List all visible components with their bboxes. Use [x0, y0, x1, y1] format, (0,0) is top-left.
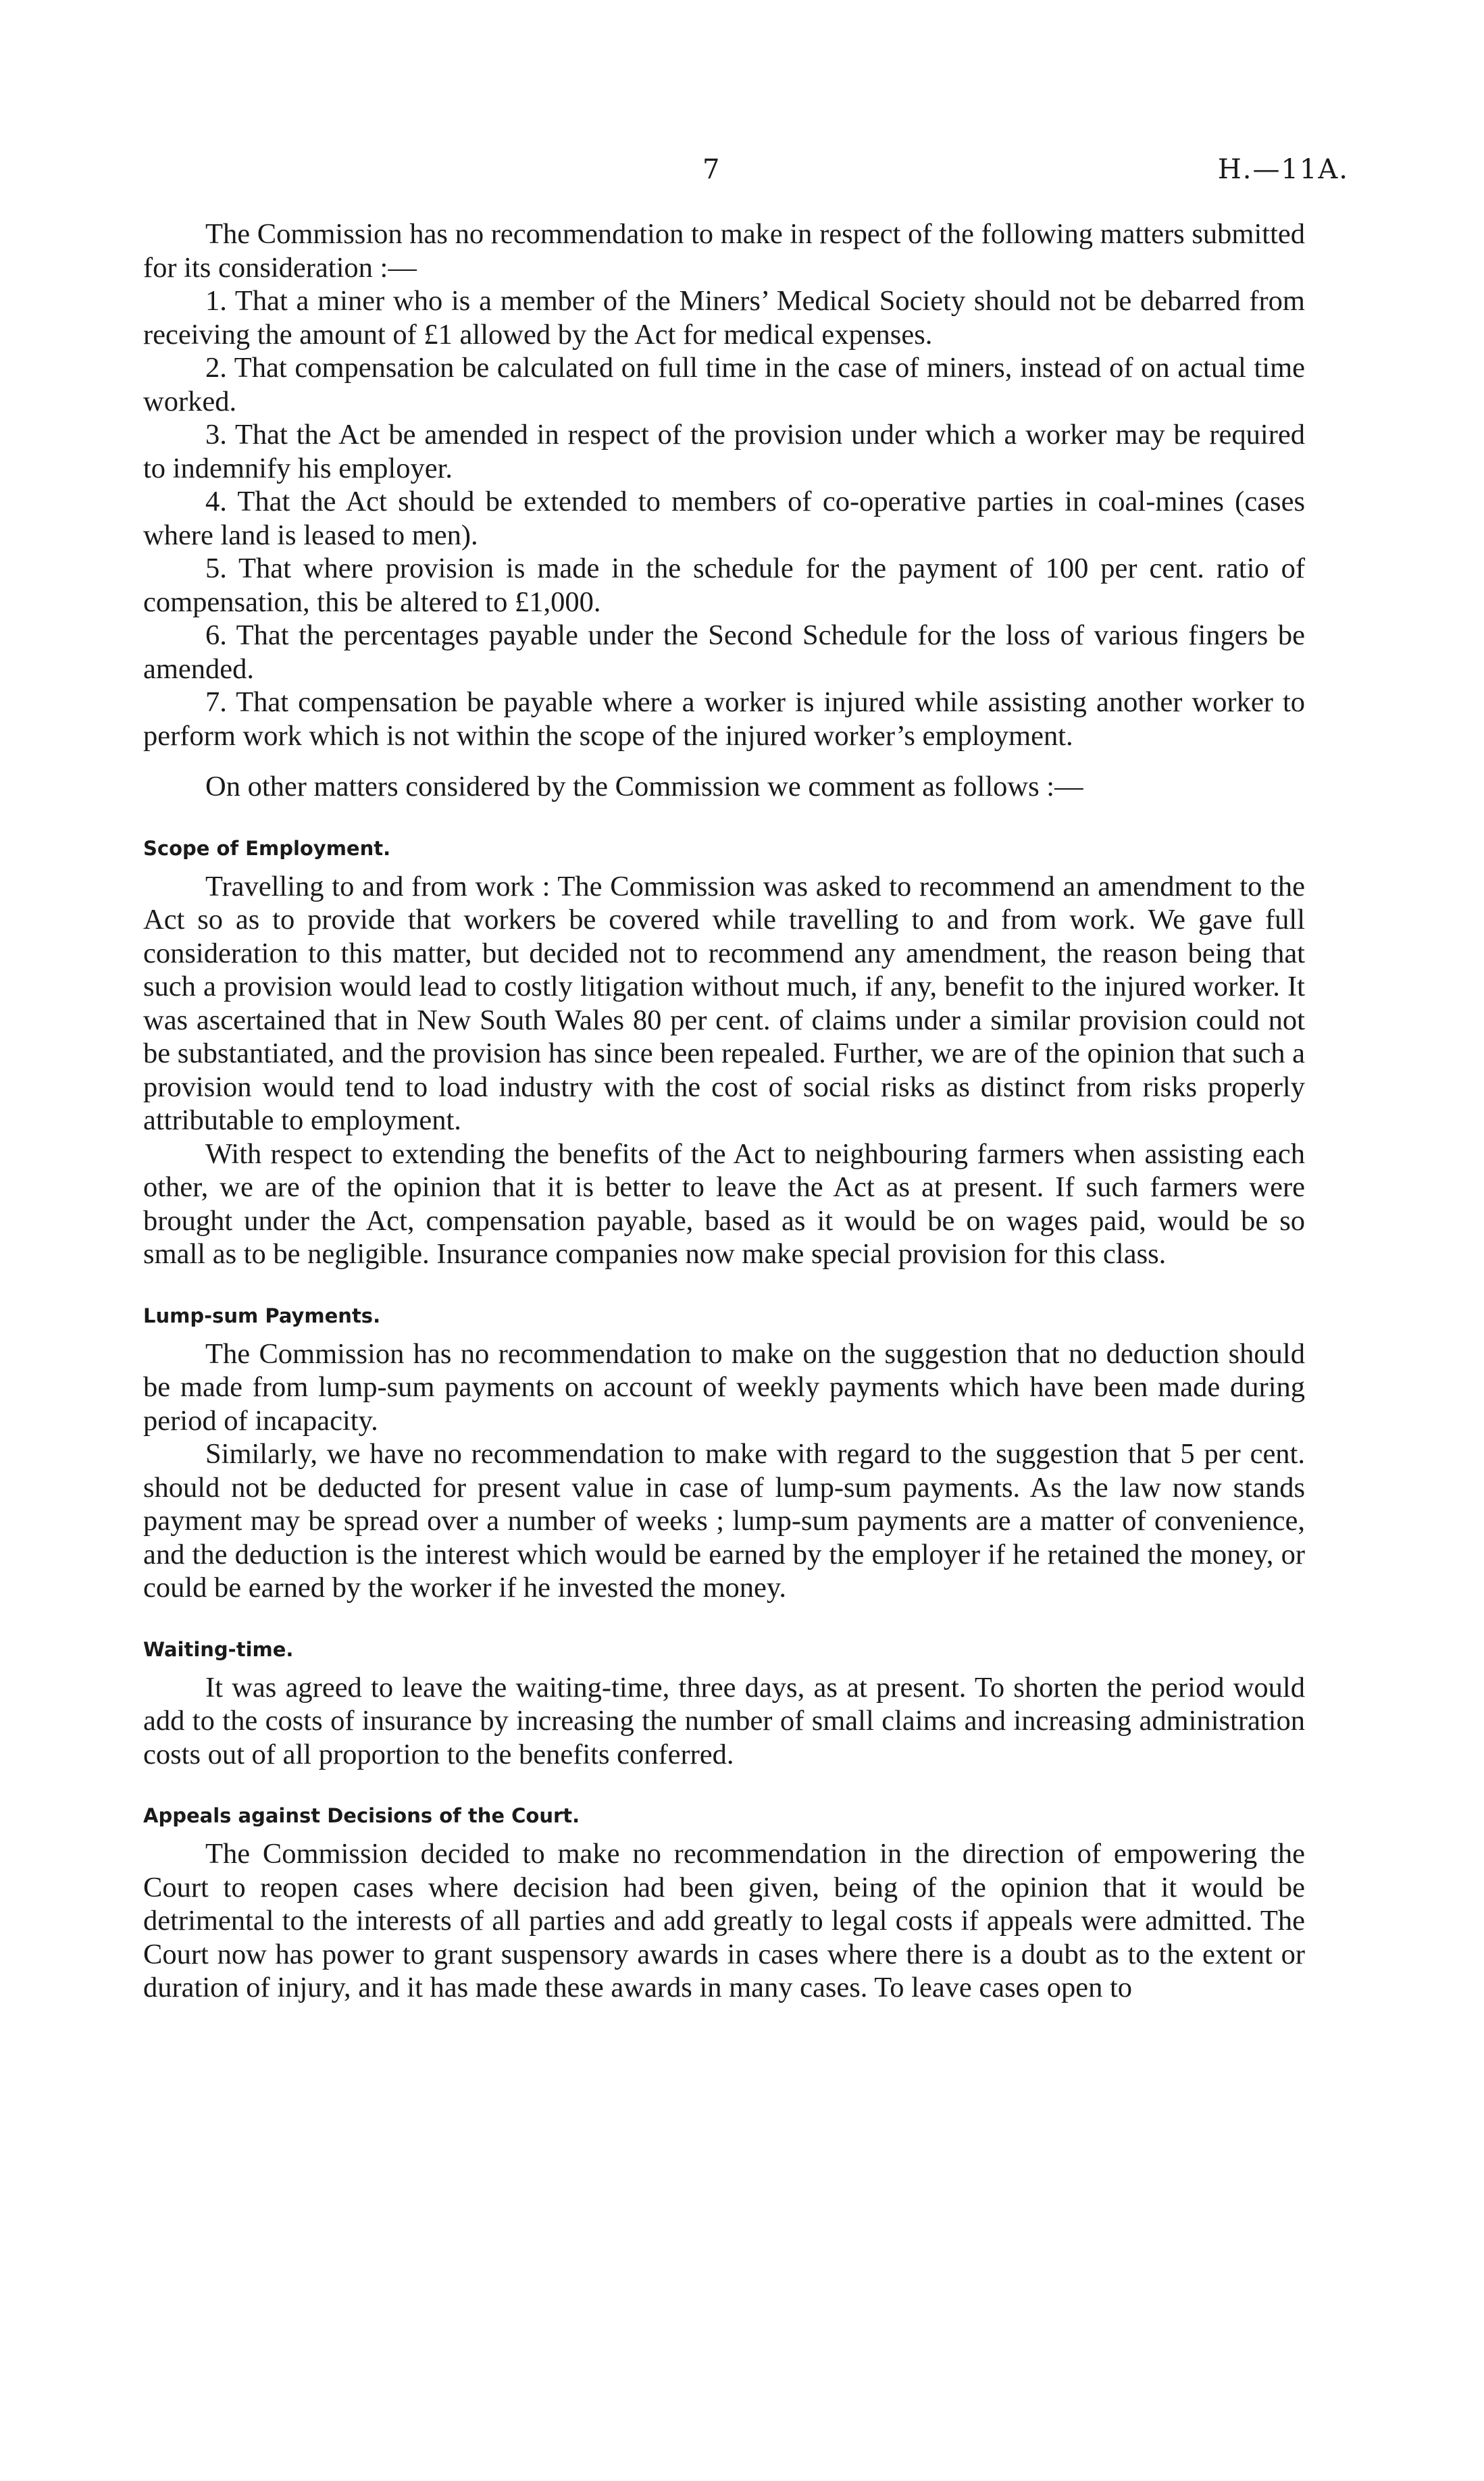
- lump-sum-paragraph: Similarly, we have no recommendation to make with regard to the suggestion that 5 per cent. should not be deducted for present value in case of lump-sum payments. As the law now stands payment may be spread over a number of weeks ; lump-sum payments are a matter of convenience, and the deduction is the interest which would be earned by the employer if he retained the money, or could be earned by the worker if he invested the money.: [143, 1438, 1305, 1604]
- intro-paragraph: The Commission has no recommendation to make in respect of the following matters submitted for its consideration :—: [143, 218, 1305, 284]
- section-heading-appeals: Appeals against Decisions of the Court.: [143, 1804, 580, 1827]
- spacer: [143, 752, 1305, 770]
- scope-paragraph: With respect to extending the benefits of the Act to neighbouring farmers when assisting each other, we are of the opinion that it is better to leave the Act as at present. If such farmers were brought under the Act, compensation payable, based as it would be on wages paid, would be so small as to be negligible. Insurance companies now make special provision for this class.: [143, 1137, 1305, 1270]
- section-heading-lump-sum: Lump-sum Payments.: [143, 1304, 381, 1327]
- appeals-paragraph: The Commission decided to make no recommendation in the direction of empowering the Court to reopen cases where decision had been given, being of the opinion that it would be detrimental to the interests of all parties and add greatly to legal costs if appeals were admitted. The Court now has power to grant suspensory awards in cases where there is a doubt as to the extent or duration of injury, and it has made these awards in many cases. To leave cases open to: [143, 1838, 1305, 2003]
- page-header: [0, 154, 1484, 195]
- recommendation-item: 4. That the Act should be extended to members of co-operative parties in coal-mines (cases where land is leased to men).: [143, 486, 1305, 551]
- recommendation-item: 7. That compensation be payable where a worker is injured while assisting another worker to perform work which is not within the scope of the injured worker’s employment.: [143, 686, 1305, 752]
- page-number: 7: [702, 154, 720, 185]
- recommendation-item: 1. That a miner who is a member of the Miners’ Medical Society should not be debarred from receiving the amount of £1 allowed by the Act for medical expenses.: [143, 285, 1305, 351]
- document-reference: H.—11A.: [1217, 154, 1349, 185]
- recommendation-item: 5. That where provision is made in the schedule for the payment of 100 per cent. ratio of compensation, this be altered to £1,000.: [143, 553, 1305, 618]
- scope-paragraph: Travelling to and from work : The Commission was asked to recommend an amendment to the Act so as to provide that workers be covered while travelling to and from work. We gave full consideration to this matter, but decided not to recommend any amendment, the reason being that such a provision would lead to costly litigation without much, if any, benefit to the injured worker. It was ascertained that in New South Wales 80 per cent. of claims under a similar provision could not be substantiated, and the provision has since been repealed. Further, we are of the opinion that such a provision would tend to load industry with the cost of social risks as distinct from risks properly attributable to employment.: [143, 870, 1305, 1136]
- page-body: [143, 218, 1305, 2005]
- other-matters-paragraph: On other matters considered by the Commission we comment as follows :—: [205, 771, 1083, 802]
- recommendation-item: 6. That the percentages payable under the Second Schedule for the loss of various fingers be amended.: [143, 619, 1305, 685]
- recommendation-item: 3. That the Act be amended in respect of the provision under which a worker may be required to indemnify his employer.: [143, 419, 1305, 484]
- lump-sum-paragraph: The Commission has no recommendation to make on the suggestion that no deduction should be made from lump-sum payments on account of weekly payments which have been made during period of incapacity.: [143, 1337, 1305, 1437]
- recommendation-item: 2. That compensation be calculated on full time in the case of miners, instead of on actual time worked.: [143, 352, 1305, 417]
- waiting-time-paragraph: It was agreed to leave the waiting-time, three days, as at present. To shorten the period would add to the costs of insurance by increasing the number of small claims and increasing administration costs out of all proportion to the benefits conferred.: [143, 1671, 1305, 1770]
- section-heading-scope: Scope of Employment.: [143, 836, 391, 860]
- section-heading-waiting-time: Waiting-time.: [143, 1637, 294, 1661]
